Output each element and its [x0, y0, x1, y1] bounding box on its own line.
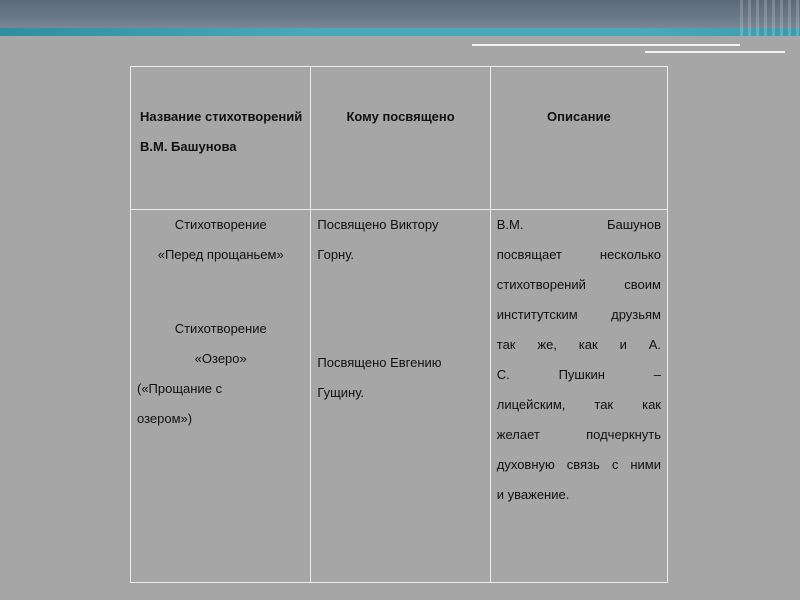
slide-accent-strip [0, 28, 800, 36]
decorative-stripes [740, 0, 800, 36]
description-line: желает подчеркнуть [496, 427, 661, 442]
dedication-text: Посвящено Виктору [317, 217, 439, 232]
description-line: стихотворений своим [496, 277, 661, 292]
header-poem-names: Название стихотворений В.М. Башунова [140, 109, 303, 154]
description-line: духовную связь с ними [496, 457, 661, 472]
poem-label: Стихотворение [174, 321, 267, 336]
slide-top-band [0, 0, 800, 28]
poem-label: Стихотворение [174, 217, 267, 232]
table-header-row [131, 67, 668, 210]
dedication-text: Горну. [317, 247, 355, 262]
poem-alt-title: («Прощание с [137, 381, 223, 396]
description-line: лицейским, так как [496, 397, 661, 412]
dedication-cell [311, 210, 490, 583]
header-description: Описание [547, 109, 611, 124]
poem-title: «Перед прощаньем» [157, 247, 284, 262]
poems-table [130, 66, 668, 583]
description-line: так же, как и А. [496, 337, 661, 352]
table-row [131, 210, 668, 583]
header-cell-dedication [311, 67, 490, 210]
description-line: В.М. Башунов [496, 217, 661, 232]
dedication-text: Посвящено Евгению [317, 355, 442, 370]
description-line: посвящает несколько [496, 247, 661, 262]
header-cell-description [490, 67, 667, 210]
decorative-line [645, 51, 785, 53]
poem-alt-title: озером») [137, 411, 193, 426]
decorative-line [472, 44, 740, 46]
dedication-text: Гущину. [317, 385, 365, 400]
poem-title: «Озеро» [194, 351, 247, 366]
description-line: С. Пушкин – [496, 367, 661, 382]
poem-names-cell [131, 210, 311, 583]
header-dedication: Кому посвящено [346, 109, 455, 124]
description-line: и уважение. [496, 487, 570, 502]
description-cell [490, 210, 667, 583]
description-line: институтским друзьям [496, 307, 661, 322]
header-cell-poem-names [131, 67, 311, 210]
